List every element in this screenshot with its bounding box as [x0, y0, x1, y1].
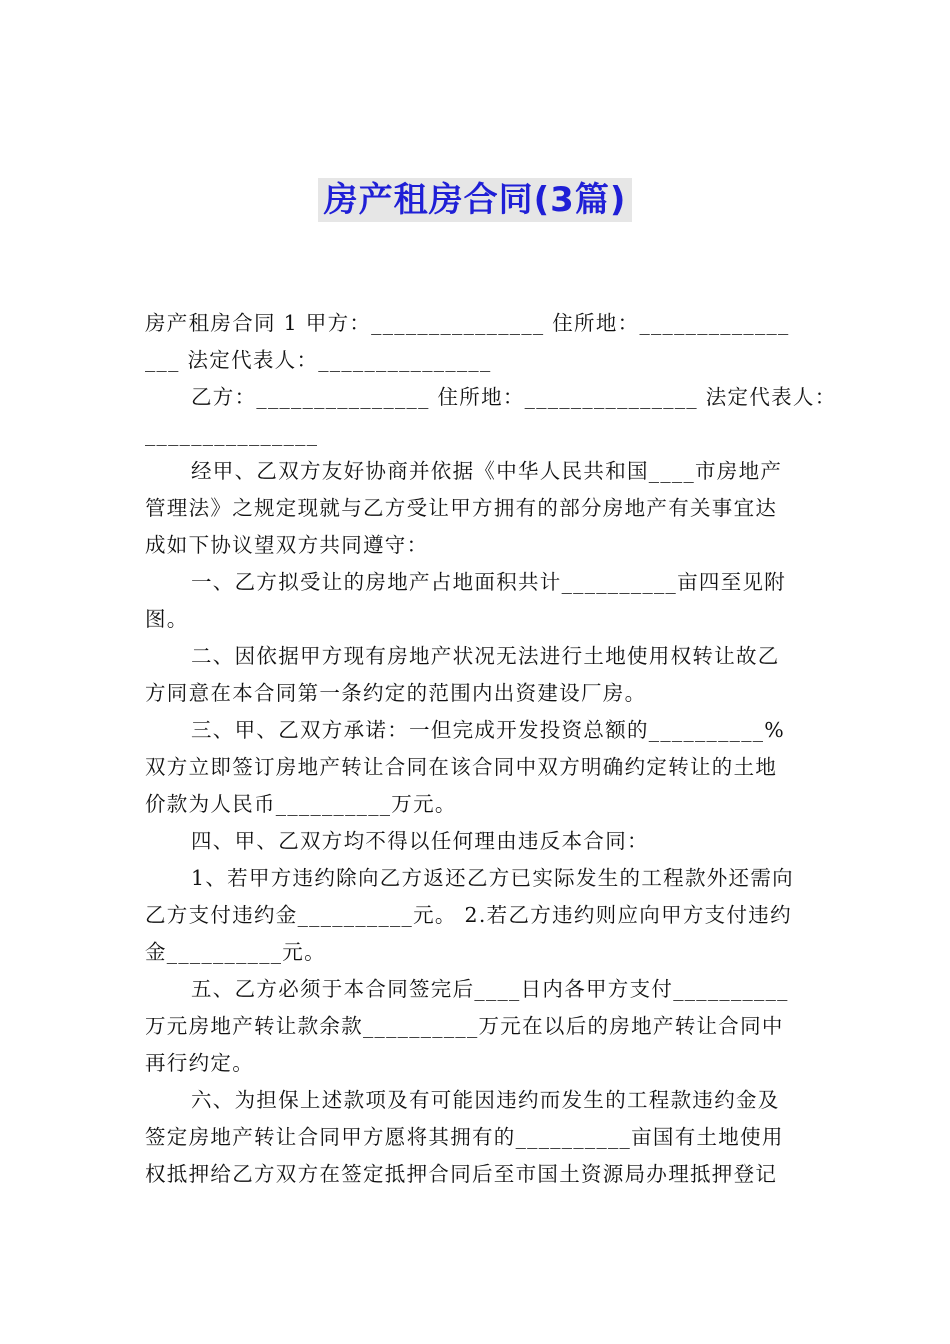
text-line: 双方立即签订房地产转让合同在该合同中双方明确约定转让的土地 [145, 755, 778, 779]
document-title: 房产租房合同(3篇) [318, 178, 633, 222]
document-title-wrap [0, 178, 950, 222]
text-line: 方同意在本合同第一条约定的范围内出资建设厂房。 [145, 681, 647, 705]
text-line: 签定房地产转让合同甲方愿将其拥有的__________亩国有土地使用 [145, 1125, 784, 1149]
text-line: 一、乙方拟受让的房地产占地面积共计__________亩四至见附 [191, 570, 787, 594]
text-line: 管理法》之规定现就与乙方受让甲方拥有的部分房地产有关事宜达 [145, 496, 778, 520]
text-line: 乙方支付违约金__________元。 2.若乙方违约则应向甲方支付违约 [145, 903, 792, 927]
text-line: ___ 法定代表人：_______________ [145, 348, 492, 372]
text-line: 再行约定。 [145, 1051, 254, 1075]
text-line: 金__________元。 [145, 940, 326, 964]
text-line: 五、乙方必须于本合同签完后____日内各甲方支付__________ [191, 977, 789, 1001]
text-line: _______________ [145, 422, 319, 446]
text-line: 二、因依据甲方现有房地产状况无法进行土地使用权转让故乙 [191, 644, 780, 668]
text-line: 六、为担保上述款项及有可能因违约而发生的工程款违约金及 [191, 1088, 780, 1112]
text-line: 万元房地产转让款余款__________万元在以后的房地产转让合同中 [145, 1014, 784, 1038]
text-line: 图。 [145, 607, 189, 631]
text-line: 权抵押给乙方双方在签定抵押合同后至市国土资源局办理抵押登记 [145, 1162, 778, 1186]
text-line: 乙方：_______________ 住所地：_______________ 法定代表人： [191, 385, 837, 409]
text-line: 1、若甲方违约除向乙方返还乙方已实际发生的工程款外还需向 [191, 866, 794, 890]
text-line: 经甲、乙双方友好协商并依据《中华人民共和国____市房地产 [191, 459, 783, 483]
text-line: 价款为人民币__________万元。 [145, 792, 457, 816]
text-line: 房产租房合同 1 甲方：_______________ 住所地：_____________ [145, 311, 790, 335]
text-line: 三、甲、乙双方承诺：一但完成开发投资总额的__________% [191, 718, 786, 742]
text-line: 成如下协议望双方共同遵守： [145, 533, 429, 557]
document-body [145, 305, 837, 1193]
text-line: 四、甲、乙双方均不得以任何理由违反本合同： [191, 829, 649, 853]
